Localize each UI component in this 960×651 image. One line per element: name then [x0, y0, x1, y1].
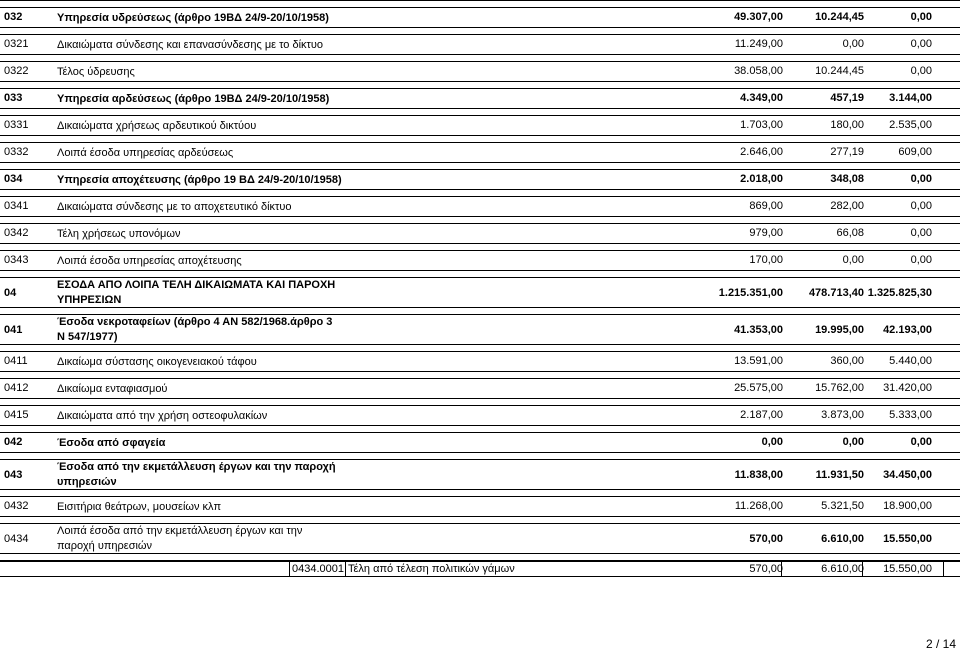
cell-desc: ΕΣΟΔΑ ΑΠΟ ΛΟΙΠΑ ΤΕΛΗ ΔΙΚΑΙΩΜΑΤΑ ΚΑΙ ΠΑΡΟΧΗ ΥΠΗΡΕΣΙΩΝ [57, 279, 336, 306]
cell-code: 0322 [4, 65, 29, 77]
row-spacer [0, 136, 960, 143]
table-row [0, 497, 960, 517]
cell-code: 0343 [4, 254, 29, 266]
cell-v1: 38.058,00 [734, 65, 783, 77]
cell-v2: 277,19 [830, 146, 864, 158]
sub-table-row [0, 561, 960, 577]
cell-v1: 979,00 [749, 227, 783, 239]
table-row [0, 170, 960, 190]
cell-v3: 0,00 [910, 38, 932, 50]
table-row [0, 35, 960, 55]
cell-v2: 348,08 [830, 173, 864, 185]
cell-code: 04 [4, 287, 17, 299]
table-row [0, 524, 960, 554]
table-row [0, 116, 960, 136]
cell-v3: 0,00 [910, 227, 932, 239]
row-spacer [0, 190, 960, 197]
cell-desc: Δικαίωμα σύστασης οικογενειακού τάφου [57, 356, 257, 368]
cell-v2: 66,08 [836, 227, 864, 239]
cell-v1: 11.838,00 [734, 469, 783, 481]
row-spacer [0, 490, 960, 497]
table-row [0, 251, 960, 271]
cell-v3: 3.144,00 [889, 92, 932, 104]
row-spacer [0, 1, 960, 8]
cell-code: 0434 [4, 533, 29, 545]
cell-v3: 0,00 [910, 173, 932, 185]
cell-code: 032 [4, 11, 23, 23]
cell-v2: 0,00 [842, 38, 864, 50]
table-row [0, 89, 960, 109]
cell-v1: 4.349,00 [740, 92, 783, 104]
cell-v3: 0,00 [910, 200, 932, 212]
cell-desc: Υπηρεσία αποχέτευσης (άρθρο 19 ΒΔ 24/9-20/10/1958) [57, 174, 342, 186]
row-spacer [0, 426, 960, 433]
cell-code: 043 [4, 469, 23, 481]
cell-v2: 0,00 [842, 436, 864, 448]
cell-code: 0415 [4, 409, 29, 421]
table-row [0, 406, 960, 426]
row-spacer [0, 517, 960, 524]
cell-v1: 869,00 [749, 200, 783, 212]
sub-cell-desc: Τέλη από τέλεση πολιτικών γάμων [348, 563, 515, 575]
cell-v2: 10.244,45 [815, 65, 864, 77]
column-divider [943, 562, 944, 576]
cell-desc: Τέλη χρήσεως υπονόμων [57, 228, 181, 240]
table-row [0, 8, 960, 28]
cell-desc: Έσοδα από την εκμετάλλευση έργων και την παροχή υπηρεσιών [57, 461, 336, 488]
cell-desc: Δικαιώματα σύνδεσης και επανασύνδεσης με το δίκτυο [57, 39, 324, 51]
table-row [0, 197, 960, 217]
table-row [0, 143, 960, 163]
row-spacer [0, 345, 960, 352]
cell-code: 0341 [4, 200, 29, 212]
cell-v3: 0,00 [910, 254, 932, 266]
cell-v2: 6.610,00 [821, 533, 864, 545]
cell-code: 0342 [4, 227, 29, 239]
cell-code: 0411 [4, 355, 28, 367]
cell-v2: 457,19 [830, 92, 864, 104]
cell-v3: 42.193,00 [883, 324, 932, 336]
cell-v2: 282,00 [830, 200, 864, 212]
cell-v2: 360,00 [830, 355, 864, 367]
cell-v1: 13.591,00 [734, 355, 783, 367]
column-divider [781, 562, 782, 576]
cell-v2: 5.321,50 [821, 500, 864, 512]
cell-v3: 0,00 [910, 65, 932, 77]
cell-desc: Εισιτήρια θεάτρων, μουσείων κλπ [57, 501, 222, 513]
cell-v1: 570,00 [749, 533, 783, 545]
cell-desc: Δικαιώματα σύνδεσης με το αποχετευτικό δίκτυο [57, 201, 292, 213]
cell-code: 0432 [4, 500, 29, 512]
sub-cell-v3: 15.550,00 [883, 563, 932, 575]
row-spacer [0, 399, 960, 406]
cell-v3: 31.420,00 [883, 382, 932, 394]
cell-v1: 11.268,00 [734, 500, 783, 512]
sub-cell-v1: 570,00 [749, 563, 783, 575]
cell-v1: 170,00 [749, 254, 783, 266]
table-row [0, 224, 960, 244]
cell-desc: Δικαιώματα από την χρήση οστεοφυλακίων [57, 410, 268, 422]
cell-v3: 2.535,00 [889, 119, 932, 131]
cell-desc: Έσοδα νεκροταφείων (άρθρο 4 ΑΝ 582/1968.άρθρο 3 Ν 547/1977) [57, 316, 333, 343]
cell-v2: 0,00 [842, 254, 864, 266]
cell-v2: 478.713,40 [808, 287, 864, 299]
cell-v1: 41.353,00 [734, 324, 783, 336]
sub-cell-code: 0434.0001 [292, 563, 344, 575]
cell-v1: 49.307,00 [734, 11, 783, 23]
cell-v1: 2.187,00 [740, 409, 783, 421]
cell-v2: 11.931,50 [815, 469, 864, 481]
cell-code: 042 [4, 436, 23, 448]
column-divider [862, 562, 863, 576]
cell-desc: Τέλος ύδρευσης [57, 66, 135, 78]
row-spacer [0, 55, 960, 62]
row-spacer [0, 554, 960, 561]
cell-v2: 19.995,00 [815, 324, 864, 336]
cell-v3: 0,00 [910, 11, 932, 23]
row-spacer [0, 28, 960, 35]
row-spacer [0, 163, 960, 170]
cell-v3: 18.900,00 [883, 500, 932, 512]
cell-code: 034 [4, 173, 23, 185]
row-spacer [0, 217, 960, 224]
cell-v1: 1.703,00 [740, 119, 783, 131]
row-spacer [0, 109, 960, 116]
table-row [0, 352, 960, 372]
cell-desc: Υπηρεσία υδρεύσεως (άρθρο 19ΒΔ 24/9-20/10/1958) [57, 12, 329, 24]
page-number: 2 / 14 [925, 637, 956, 651]
row-spacer [0, 372, 960, 379]
cell-code: 0321 [4, 38, 29, 50]
cell-code: 0331 [4, 119, 29, 131]
cell-v2: 180,00 [830, 119, 864, 131]
cell-v3: 34.450,00 [883, 469, 932, 481]
cell-v1: 25.575,00 [734, 382, 783, 394]
cell-desc: Λοιπά έσοδα από την εκμετάλλευση έργων και την παροχή υπηρεσιών [57, 525, 303, 552]
cell-v1: 2.646,00 [740, 146, 783, 158]
cell-desc: Δικαιώματα χρήσεως αρδευτικού δικτύου [57, 120, 257, 132]
cell-desc: Υπηρεσία αρδεύσεως (άρθρο 19ΒΔ 24/9-20/10/1958) [57, 93, 330, 105]
row-spacer [0, 271, 960, 278]
row-spacer [0, 308, 960, 315]
table-row [0, 278, 960, 308]
table-row [0, 433, 960, 453]
cell-v1: 11.249,00 [734, 38, 783, 50]
table-row [0, 460, 960, 490]
cell-v3: 5.440,00 [889, 355, 932, 367]
column-divider [289, 562, 290, 576]
row-spacer [0, 82, 960, 89]
table-row [0, 379, 960, 399]
sub-cell-v2: 6.610,00 [821, 563, 864, 575]
cell-code: 0412 [4, 382, 29, 394]
cell-code: 041 [4, 324, 23, 336]
cell-code: 0332 [4, 146, 29, 158]
cell-code: 033 [4, 92, 23, 104]
cell-v1: 1.215.351,00 [718, 287, 783, 299]
cell-v2: 3.873,00 [821, 409, 864, 421]
cell-v1: 2.018,00 [740, 173, 783, 185]
table-row [0, 62, 960, 82]
cell-v3: 0,00 [910, 436, 932, 448]
cell-desc: Έσοδα από σφαγεία [57, 437, 166, 449]
cell-desc: Δικαίωμα ενταφιασμού [57, 383, 168, 395]
column-divider [345, 562, 346, 576]
cell-v3: 15.550,00 [883, 533, 932, 545]
cell-desc: Λοιπά έσοδα υπηρεσίας αποχέτευσης [57, 255, 242, 267]
cell-v1: 0,00 [761, 436, 783, 448]
table-row [0, 315, 960, 345]
cell-desc: Λοιπά έσοδα υπηρεσίας αρδεύσεως [57, 147, 234, 159]
cell-v3: 5.333,00 [889, 409, 932, 421]
row-spacer [0, 453, 960, 460]
row-spacer [0, 244, 960, 251]
cell-v3: 609,00 [898, 146, 932, 158]
cell-v2: 10.244,45 [815, 11, 864, 23]
cell-v2: 15.762,00 [815, 382, 864, 394]
cell-v3: 1.325.825,30 [867, 287, 932, 299]
